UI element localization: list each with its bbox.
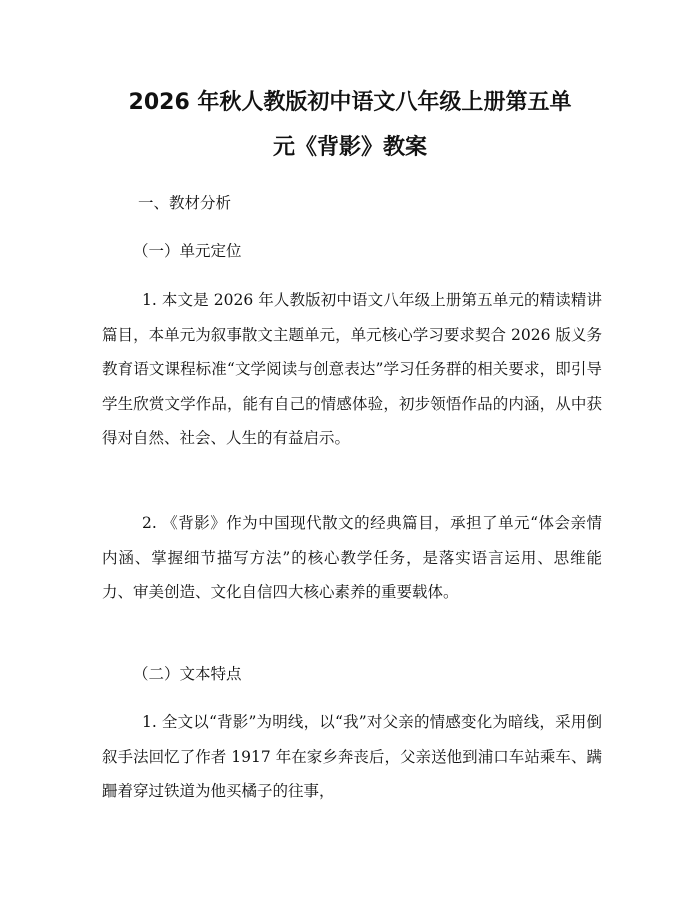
document-title-line-2: 元《背影》教案 xyxy=(272,135,427,160)
paragraph-1-text: 1. 本文是 2026 年人教版初中语文八年级上册第五单元的精读精讲篇目，本单元为叙事散文主题单元，单元核心学习要求契合 2026 版义务教育语文课程标准“文学阅读与创意表达”学习任务群的相关要求，即引导学生欣赏文学作品，能有自己的情感体验，初步领悟作品的内涵，从中获得对自然、社会、人生的有益启示。 xyxy=(102,291,602,448)
paragraph-1 xyxy=(102,283,602,456)
document-title-line-1: 2026 年秋人教版初中语文八年级上册第五单 xyxy=(128,90,572,115)
subsection-heading-unit-positioning: （一）单元定位 xyxy=(133,242,242,260)
paragraph-3 xyxy=(102,705,602,809)
subsection-heading-text-features: （二）文本特点 xyxy=(133,665,242,683)
section-heading-textbook-analysis: 一、教材分析 xyxy=(138,194,232,212)
paragraph-3-text: 1. 全文以“背影”为明线，以“我”对父亲的情感变化为暗线，采用倒叙手法回忆了作者 1917 年在家乡奔丧后，父亲送他到浦口车站乘车、蹒跚着穿过铁道为他买橘子的往事， xyxy=(102,713,602,801)
paragraph-2-text: 2. 《背影》作为中国现代散文的经典篇目，承担了单元“体会亲情内涵、掌握细节描写方法”的核心教学任务，是落实语言运用、思维能力、审美创造、文化自信四大核心素养的重要载体。 xyxy=(102,514,602,602)
paragraph-2 xyxy=(102,506,602,610)
